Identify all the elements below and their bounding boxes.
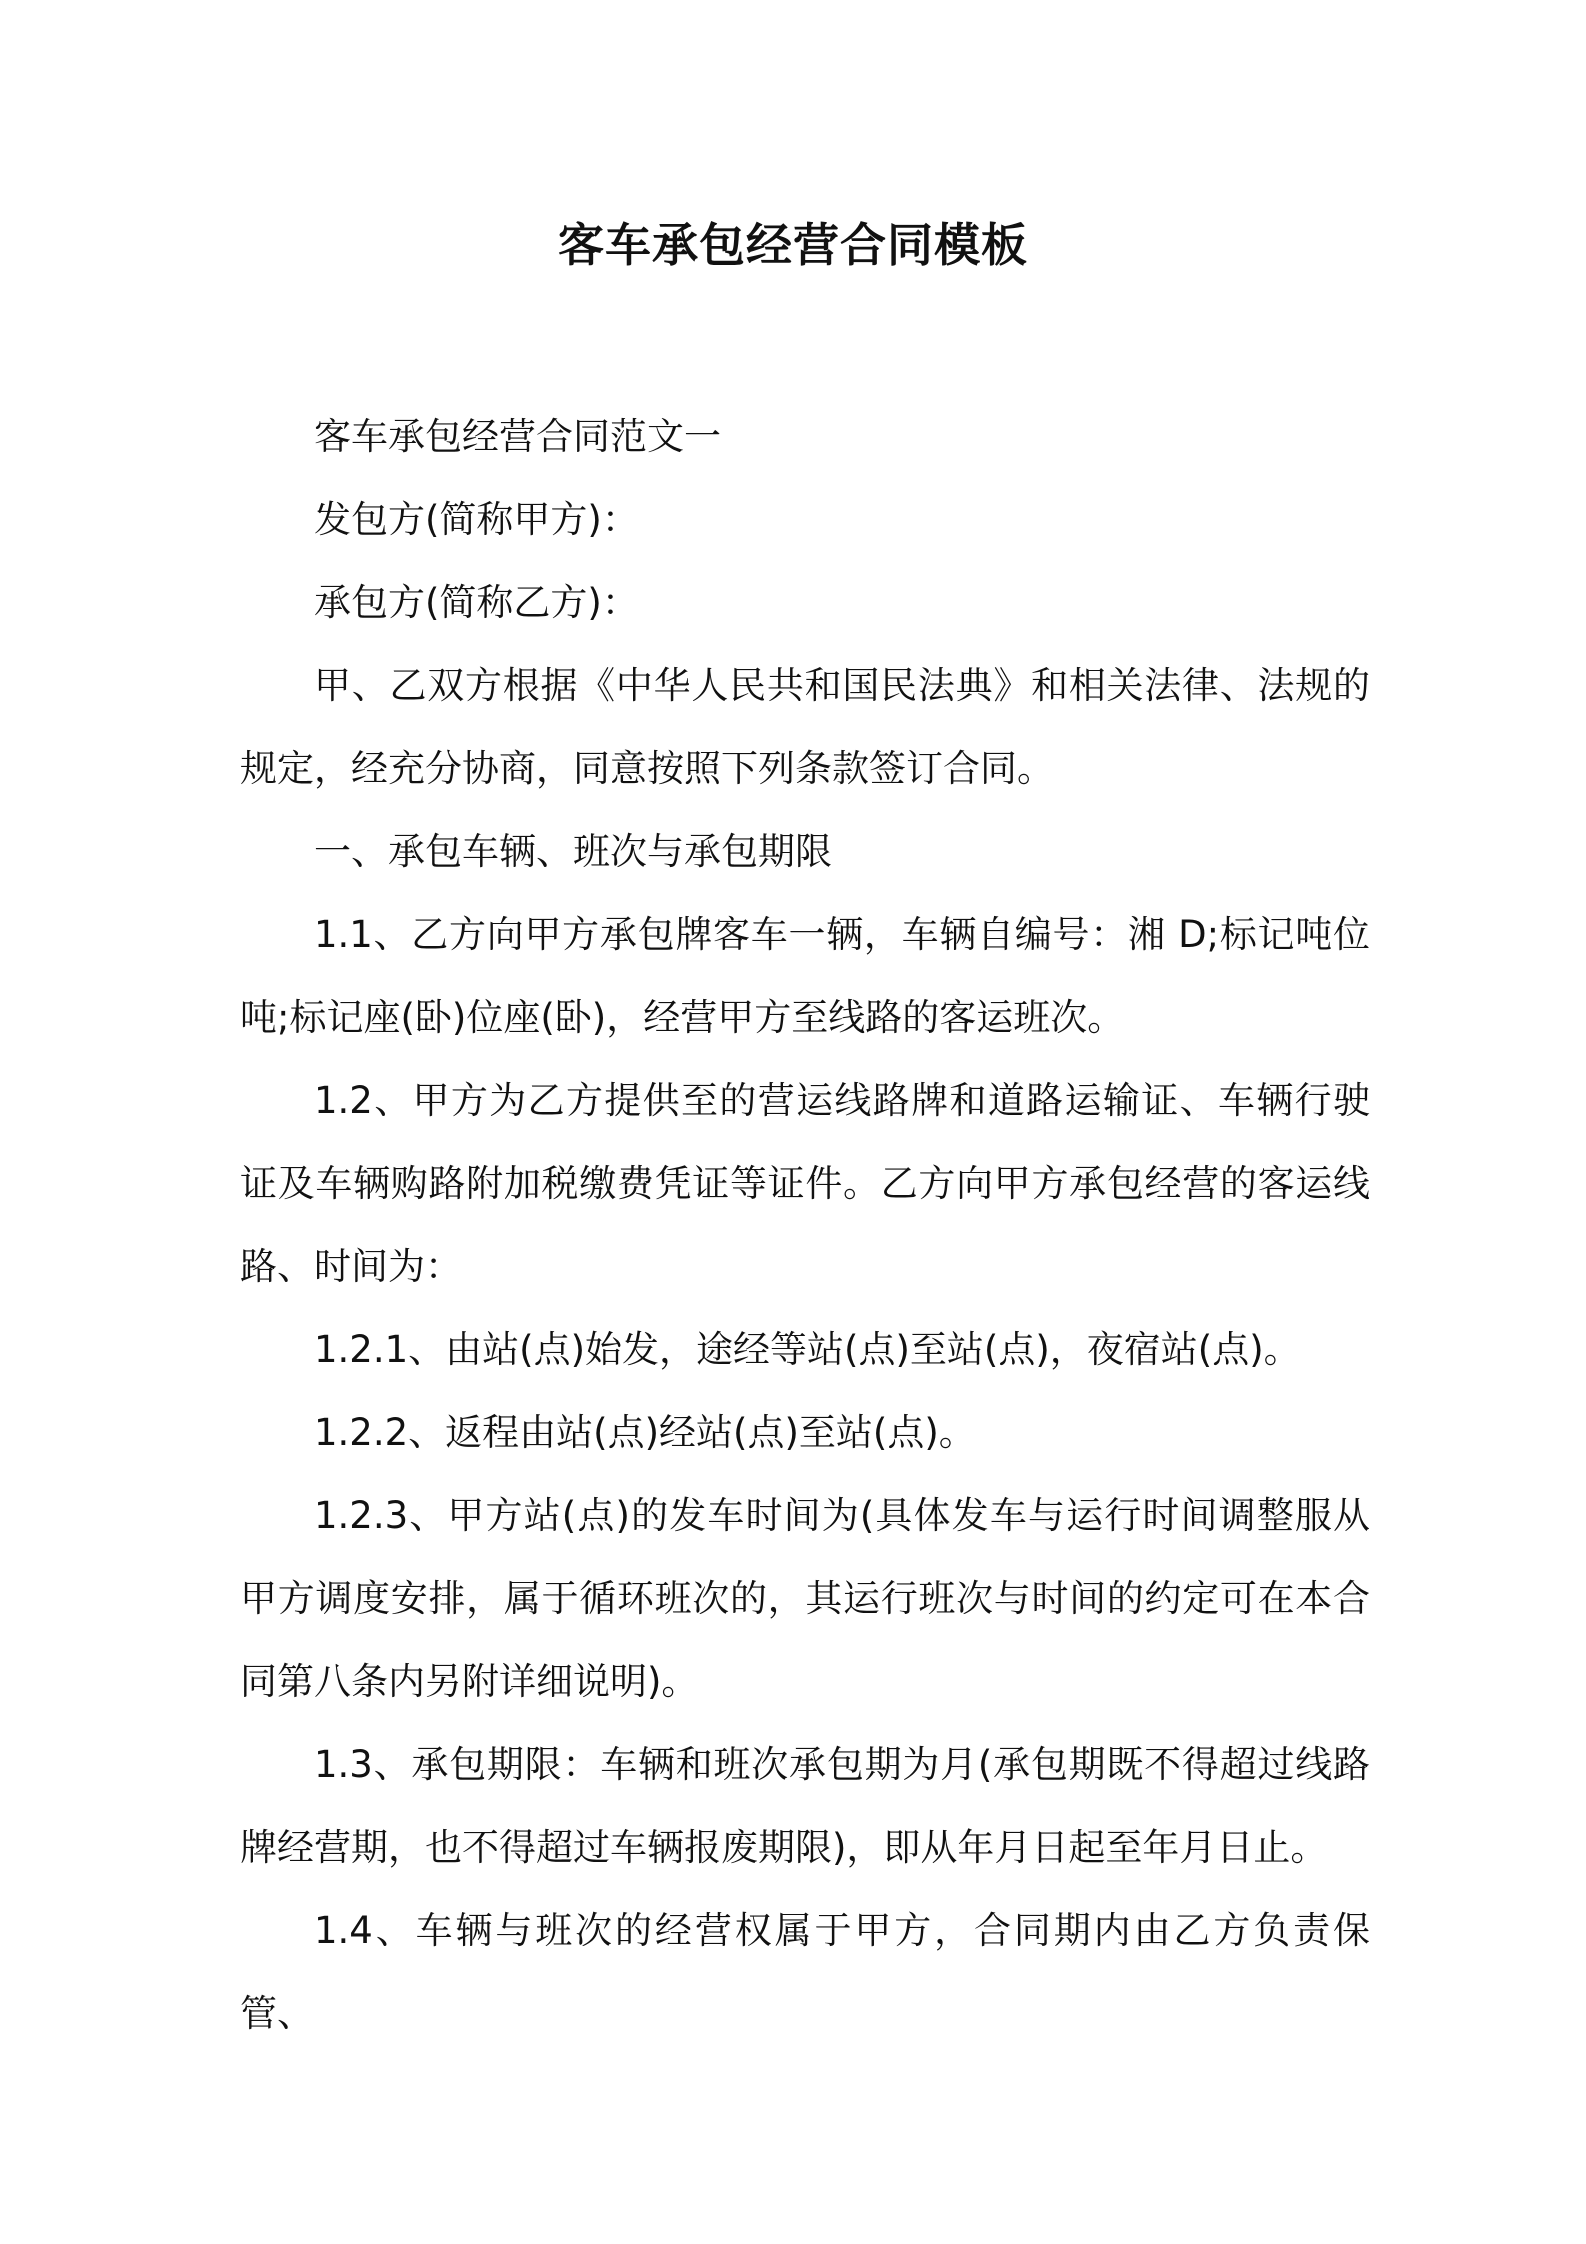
paragraph-preamble: 甲、乙双方根据《中华人民共和国民法典》和相关法律、法规的规定，经充分协商，同意按照下列条款签订合同。	[240, 664, 1370, 790]
paragraph-clause-1-4: 1.4、车辆与班次的经营权属于甲方，合同期内由乙方负责保管、	[240, 1909, 1370, 2035]
paragraph-clause-1-2-3: 1.2.3、甲方站(点)的发车时间为(具体发车与运行时间调整服从甲方调度安排，属于循环班次的，其运行班次与时间的约定可在本合同第八条内另附详细说明)。	[240, 1494, 1370, 1703]
paragraph-clause-1-2: 1.2、甲方为乙方提供至的营运线路牌和道路运输证、车辆行驶证及车辆购路附加税缴费凭证等证件。乙方向甲方承包经营的客运线路、时间为：	[240, 1079, 1370, 1288]
document-body	[240, 395, 1370, 2055]
document-title: 客车承包经营合同模板	[558, 218, 1028, 272]
paragraph-party-b: 承包方(简称乙方)：	[314, 581, 639, 624]
paragraph-party-a: 发包方(简称甲方)：	[314, 498, 639, 541]
paragraph-heading-template-one: 客车承包经营合同范文一	[314, 415, 721, 458]
paragraph-section-one-heading: 一、承包车辆、班次与承包期限	[314, 830, 832, 873]
paragraph-clause-1-3: 1.3、承包期限：车辆和班次承包期为月(承包期既不得超过线路牌经营期，也不得超过车辆报废期限)，即从年月日起至年月日止。	[240, 1743, 1370, 1869]
paragraph-clause-1-1: 1.1、乙方向甲方承包牌客车一辆，车辆自编号：湘 D;标记吨位吨;标记座(卧)位座(卧)，经营甲方至线路的客运班次。	[240, 913, 1370, 1039]
paragraph-clause-1-2-1: 1.2.1、由站(点)始发，途经等站(点)至站(点)，夜宿站(点)。	[314, 1328, 1301, 1371]
paragraph-clause-1-2-2: 1.2.2、返程由站(点)经站(点)至站(点)。	[314, 1411, 976, 1454]
